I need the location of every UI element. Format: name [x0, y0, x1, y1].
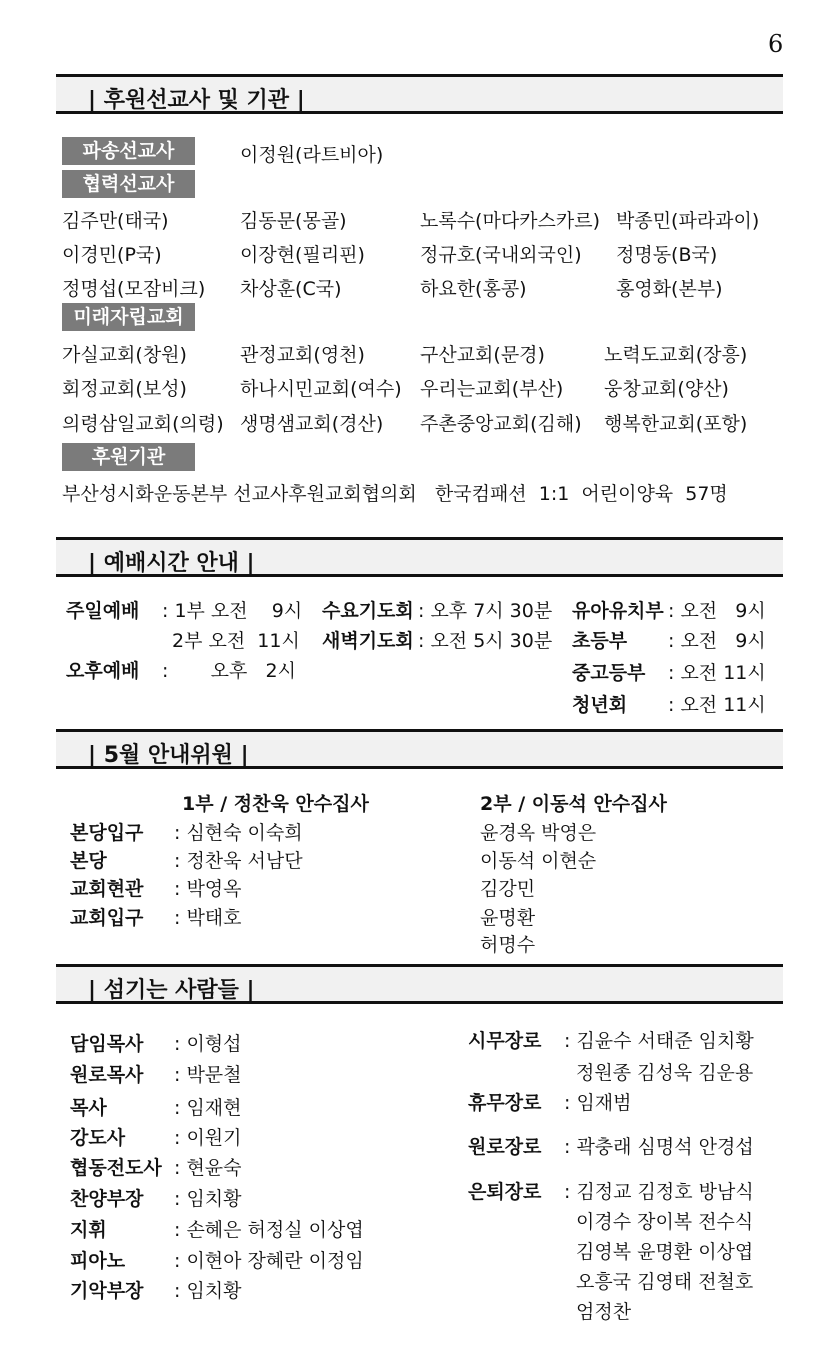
section-title: | 예배시간 안내 | — [88, 551, 255, 576]
elementary-time: : 오전 9시 — [668, 630, 766, 652]
coop-missionary-item: 정규호(국내외국인) — [420, 244, 582, 266]
servant-names: : 손혜은 허정실 이상엽 — [174, 1219, 364, 1241]
sunday-second: 2부 오전 11시 — [172, 630, 300, 652]
section-header-sponsors — [56, 74, 783, 114]
emeritus-elder-label: 원로장로 — [468, 1136, 542, 1158]
servant-role-label: 피아노 — [70, 1250, 126, 1272]
servant-role-label: 찬양부장 — [70, 1188, 144, 1210]
servant-role-label: 협동전도사 — [70, 1157, 162, 1179]
future-church-item: 회정교회(보성) — [62, 378, 187, 400]
page-number: 6 — [768, 30, 784, 58]
coop-missionary-item: 이장현(필리핀) — [240, 244, 365, 266]
section-header-ushers — [56, 729, 783, 769]
youth-label: 청년회 — [572, 694, 628, 716]
future-church-item: 우리는교회(부산) — [420, 378, 564, 400]
active-elder-line-2: 정원종 김성욱 김운용 — [576, 1062, 754, 1084]
future-church-item: 가실교회(창원) — [62, 344, 187, 366]
servant-names: : 임재현 — [174, 1097, 242, 1119]
future-church-item: 행복한교회(포항) — [604, 413, 748, 435]
rest-elder-label: 휴무장로 — [468, 1092, 542, 1114]
future-church-item: 관정교회(영천) — [240, 344, 365, 366]
usher-post-label: 본당 — [70, 850, 107, 872]
wednesday-time: : 오후 7시 30분 — [418, 600, 553, 622]
coop-missionary-item: 홍영화(본부) — [616, 278, 723, 300]
future-church-item: 주촌중앙교회(김해) — [420, 413, 582, 435]
section-title: | 후원선교사 및 기관 | — [88, 88, 305, 113]
future-church-item: 생명샘교회(경산) — [240, 413, 384, 435]
servant-role-label: 지휘 — [70, 1219, 107, 1241]
middle-high-label: 중고등부 — [572, 662, 646, 684]
section-header-worship — [56, 537, 783, 577]
coop-missionary-item: 박종민(파라과이) — [616, 210, 760, 232]
servant-names: : 이형섭 — [174, 1033, 242, 1055]
coop-missionary-item: 하요한(홍콩) — [420, 278, 527, 300]
servant-names: : 현윤숙 — [174, 1157, 242, 1179]
servant-names: : 임치황 — [174, 1280, 242, 1302]
kinder-label: 유아유치부 — [572, 600, 664, 622]
dawn-time: : 오전 5시 30분 — [418, 630, 553, 652]
future-church-item: 의령삼일교회(의령) — [62, 413, 224, 435]
usher-group2-names: 김강민 — [480, 878, 536, 900]
sunday-first: : 1부 오전 9시 — [162, 600, 303, 622]
dispatch-missionary-name: 이정원(라트비아) — [240, 144, 384, 166]
section-title: | 5월 안내위원 | — [88, 743, 249, 768]
dawn-label: 새벽기도회 — [322, 630, 414, 652]
retired-elder-line-3: 김영복 윤명환 이상엽 — [576, 1241, 754, 1263]
usher-group1-names: : 정찬욱 서남단 — [174, 850, 303, 872]
tag-coop-missionary: 협력선교사 — [62, 170, 195, 198]
usher-extra: 허명수 — [480, 934, 536, 956]
servant-role-label: 담임목사 — [70, 1033, 144, 1055]
rest-elder-value: : 임재범 — [564, 1092, 632, 1114]
servant-role-label: 강도사 — [70, 1127, 126, 1149]
afternoon-label: 오후예배 — [66, 660, 140, 682]
usher-group2-names: 윤명환 — [480, 907, 536, 929]
retired-elder-label: 은퇴장로 — [468, 1181, 542, 1203]
emeritus-elder-value: : 곽충래 심명석 안경섭 — [564, 1136, 754, 1158]
retired-elder-line-1: : 김정교 김정호 방남식 — [564, 1181, 754, 1203]
future-church-item: 하나시민교회(여수) — [240, 378, 402, 400]
servant-names: : 이원기 — [174, 1127, 242, 1149]
servant-names: : 이현아 장혜란 이정임 — [174, 1250, 364, 1272]
tag-dispatch-missionary: 파송선교사 — [62, 137, 195, 165]
coop-missionary-item: 노록수(마다카스카르) — [420, 210, 601, 232]
servant-names: : 임치황 — [174, 1188, 242, 1210]
future-church-item: 웅창교회(양산) — [604, 378, 729, 400]
active-elder-line-1: : 김윤수 서태준 임치황 — [564, 1030, 754, 1052]
future-church-item: 구산교회(문경) — [420, 344, 545, 366]
kinder-time: : 오전 9시 — [668, 600, 766, 622]
servant-names: : 박문철 — [174, 1064, 242, 1086]
active-elder-label: 시무장로 — [468, 1030, 542, 1052]
retired-elder-line-4: 오흥국 김영태 전철호 — [576, 1271, 754, 1293]
usher-group1-names: : 심현숙 이숙희 — [174, 822, 303, 844]
section-header-servants — [56, 964, 783, 1004]
tag-sponsor-org: 후원기관 — [62, 443, 195, 471]
usher-post-label: 교회입구 — [70, 907, 144, 929]
middle-high-time: : 오전 11시 — [668, 662, 766, 684]
wednesday-label: 수요기도회 — [322, 600, 414, 622]
servant-role-label: 목사 — [70, 1097, 107, 1119]
coop-missionary-item: 정명섭(모잠비크) — [62, 278, 206, 300]
coop-missionary-item: 이경민(P국) — [62, 244, 162, 266]
retired-elder-line-5: 엄정찬 — [576, 1301, 632, 1323]
usher-group1-names: : 박태호 — [174, 907, 242, 929]
sponsor-org-line: 부산성시화운동본부 선교사후원교회협의회 한국컴패션 1:1 어린이양육 57명 — [62, 483, 728, 505]
coop-missionary-item: 차상훈(C국) — [240, 278, 342, 300]
usher-group2-names: 윤경옥 박영은 — [480, 822, 597, 844]
usher-post-label: 본당입구 — [70, 822, 144, 844]
retired-elder-line-2: 이경수 장이복 전수식 — [576, 1211, 754, 1233]
future-church-item: 노력도교회(장흥) — [604, 344, 748, 366]
usher-group1-names: : 박영옥 — [174, 878, 242, 900]
section-title: | 섬기는 사람들 | — [88, 978, 255, 1003]
usher-group2-names: 이동석 이현순 — [480, 850, 597, 872]
youth-time: : 오전 11시 — [668, 694, 766, 716]
tag-future-church: 미래자립교회 — [62, 303, 195, 331]
usher-group1-head: 1부 / 정찬욱 안수집사 — [182, 793, 369, 815]
coop-missionary-item: 김동문(몽골) — [240, 210, 347, 232]
usher-group2-head: 2부 / 이동석 안수집사 — [480, 793, 667, 815]
servant-role-label: 기악부장 — [70, 1280, 144, 1302]
afternoon-time: : 오후 2시 — [162, 660, 296, 682]
coop-missionary-item: 정명동(B국) — [616, 244, 718, 266]
elementary-label: 초등부 — [572, 630, 628, 652]
sunday-label: 주일예배 — [66, 600, 140, 622]
usher-post-label: 교회현관 — [70, 878, 144, 900]
coop-missionary-item: 김주만(태국) — [62, 210, 169, 232]
servant-role-label: 원로목사 — [70, 1064, 144, 1086]
